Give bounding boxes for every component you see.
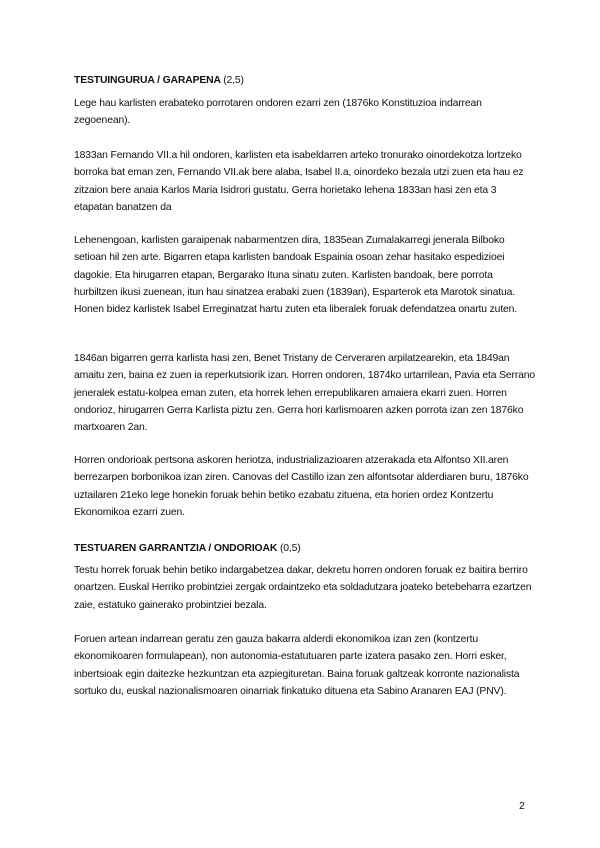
paragraph: 1846an bigarren gerra karlista hasi zen, Benet Tristany de Cerveraren arpilatzearekin, eta 1849an amaitu zen, baina ez zuen ia reperkutsiorik izan. Horren ondoren, 1874ko urtarrilean, Pavia eta Serrano jeneralek estatu-kolpea eman zuten, eta horrek lehen errepublikaren amaiera ekarri zuen. Horren ondorioz, hirugarren Gerra Karlista piztu zen. Gerra hori karlismoaren azken porrota izan zen 1876ko martxoaren 2an. — [74, 353, 536, 434]
heading-text: TESTUAREN GARRANTZIA / ONDORIOAK — [74, 543, 278, 554]
heading-text: TESTUINGURUA / GARAPENA — [74, 75, 221, 86]
paragraph: 1833an Fernando VII.a hil ondoren, karlisten eta isabeldarren arteko tronurako oinordekotza lortzeko borroka bat eman zen, Fernando VII.ak bere alaba, Isabel II.a, oinordeko bezala utzi zuen eta hau ez zitzaion bere anaia Karlos Maria Isidrori gustatu. Gerra horietako lehena 1833an hasi zen eta 3 etapatan banatzen da — [74, 150, 524, 213]
section-heading-significance — [74, 540, 536, 557]
section-heading-context — [74, 72, 536, 89]
page-number: 2 — [519, 800, 525, 812]
paragraph: Lehenengoan, karlisten garaipenak nabarmentzen dira, 1835ean Zumalakarregi jenerala Bilboko setioan hil zen arte. Bigarren etapa karlisten bandoak Espainia osoan zehar hasitako espedizioei dagokie. Eta hirugarren etapan, Bergarako Ituna sinatu zuten. Karlisten bandoak, bere porrota hurbiltzen ikusi zuenean, itun hau sinatzea erabaki zuen (1839an), Esparterok eta Marotok sinatua. Honen bidez karlistek Isabel Erreginatzat hartu zuten eta liberalek foruak defendatzea onartu zuten. — [74, 235, 518, 316]
heading-score: (0,5) — [279, 543, 301, 554]
paragraph: Testu horrek foruak behin betiko indargabetzea dakar, dekretu horren ondoren foruak ez baitira berriro onartzen. Euskal Herriko probintziei zergak ordaintzeko eta soldadutzara joateko betebeharra ezartzen zaie, estatuko gainerako probintziei bezala. — [74, 565, 532, 611]
paragraph: Horren ondorioak pertsona askoren heriotza, industrializazioaren atzerakada eta Alfontso XII.aren berrezarpen borbonikoa izan ziren. Canovas del Castillo izan zen alfontsotar alderdiaren buru, 1876ko uztailaren 21eko lege honekin foruak behin betiko ezabatu zituena, eta horien ordez Kontzertu Ekonomikoa ezarri zuen. — [74, 455, 529, 518]
paragraph: Lege hau karlisten erabateko porrotaren ondoren ezarri zen (1876ko Konstituzioa indarrean zegoenean). — [74, 98, 482, 127]
paragraph: Foruen artean indarrean geratu zen gauza bakarra alderdi ekonomikoa izan zen (kontzertu ekonomikoaren formulapean), non autonomia-estatutuaren parte izatera pasako zen. Horri esker, inbertsioak egin daitezke hezkuntzan eta azpiegituretan. Baina foruak galtzeak korronte nazionalista sortuko du, euskal nazionalismoaren oinarriak finkatuko dituena eta Sabino Aranaren EAJ (PNV). — [74, 634, 520, 697]
heading-score: (2,5) — [223, 75, 244, 86]
